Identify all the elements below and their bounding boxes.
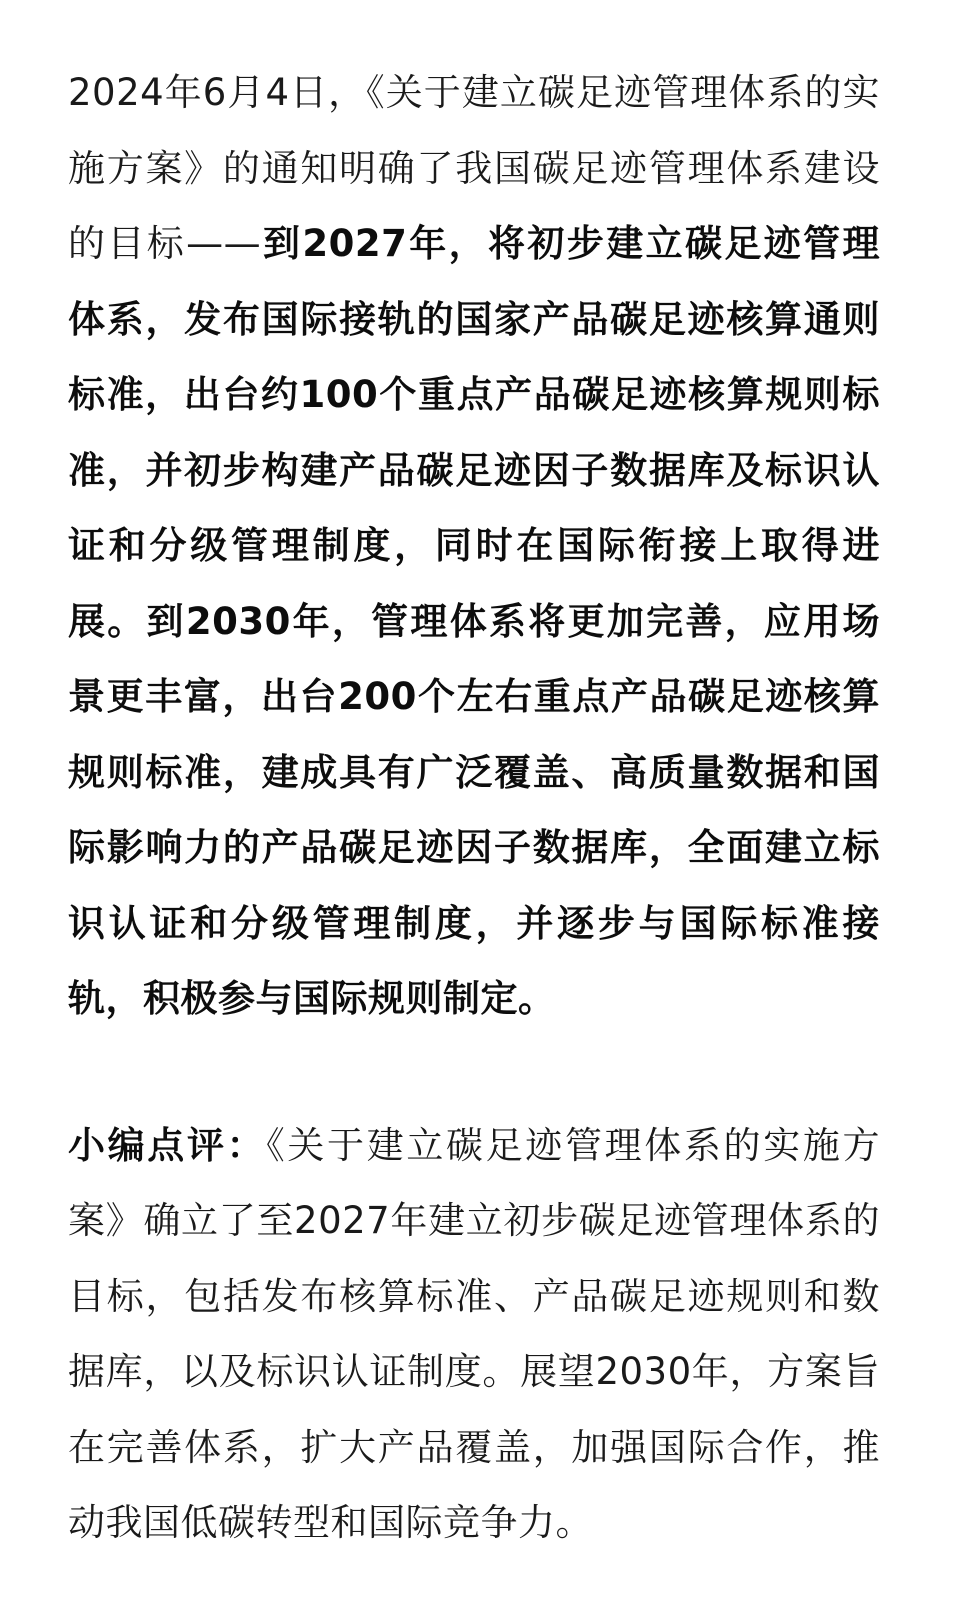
- editor-comment-label: 小编点评：: [68, 1123, 267, 1167]
- policy-paragraph: [68, 55, 880, 1037]
- policy-goals-text: 到2027年，将初步建立碳足迹管理体系，发布国际接轨的国家产品碳足迹核算通则标准，出台约100个重点产品碳足迹核算规则标准，并初步构建产品碳足迹因子数据库及标识认证和分级管理制度，同时在国际衔接上取得进展。到2030年，管理体系将更加完善，应用场景更丰富，出台200个左右重点产品碳足迹核算规则标准，建成具有广泛覆盖、高质量数据和国际影响力的产品碳足迹因子数据库，全面建立标识认证和分级管理制度，并逐步与国际标准接轨，积极参与国际规则制定。: [68, 222, 880, 1020]
- editor-comment-text: 《关于建立碳足迹管理体系的实施方案》确立了至2027年建立初步碳足迹管理体系的目标，包括发布核算标准、产品碳足迹规则和数据库，以及标识认证制度。展望2030年，方案旨在完善体系，扩大产品覆盖，加强国际合作，推动我国低碳转型和国际竞争力。: [68, 1123, 880, 1544]
- paragraph-spacer: [68, 1037, 880, 1108]
- editor-comment-paragraph: [68, 1108, 880, 1561]
- article: [68, 55, 880, 1561]
- policy-intro-text: 2024年6月4日，《关于建立碳足迹管理体系的实施方案》的通知明确了我国碳足迹管理体系建设的目标——: [68, 71, 880, 265]
